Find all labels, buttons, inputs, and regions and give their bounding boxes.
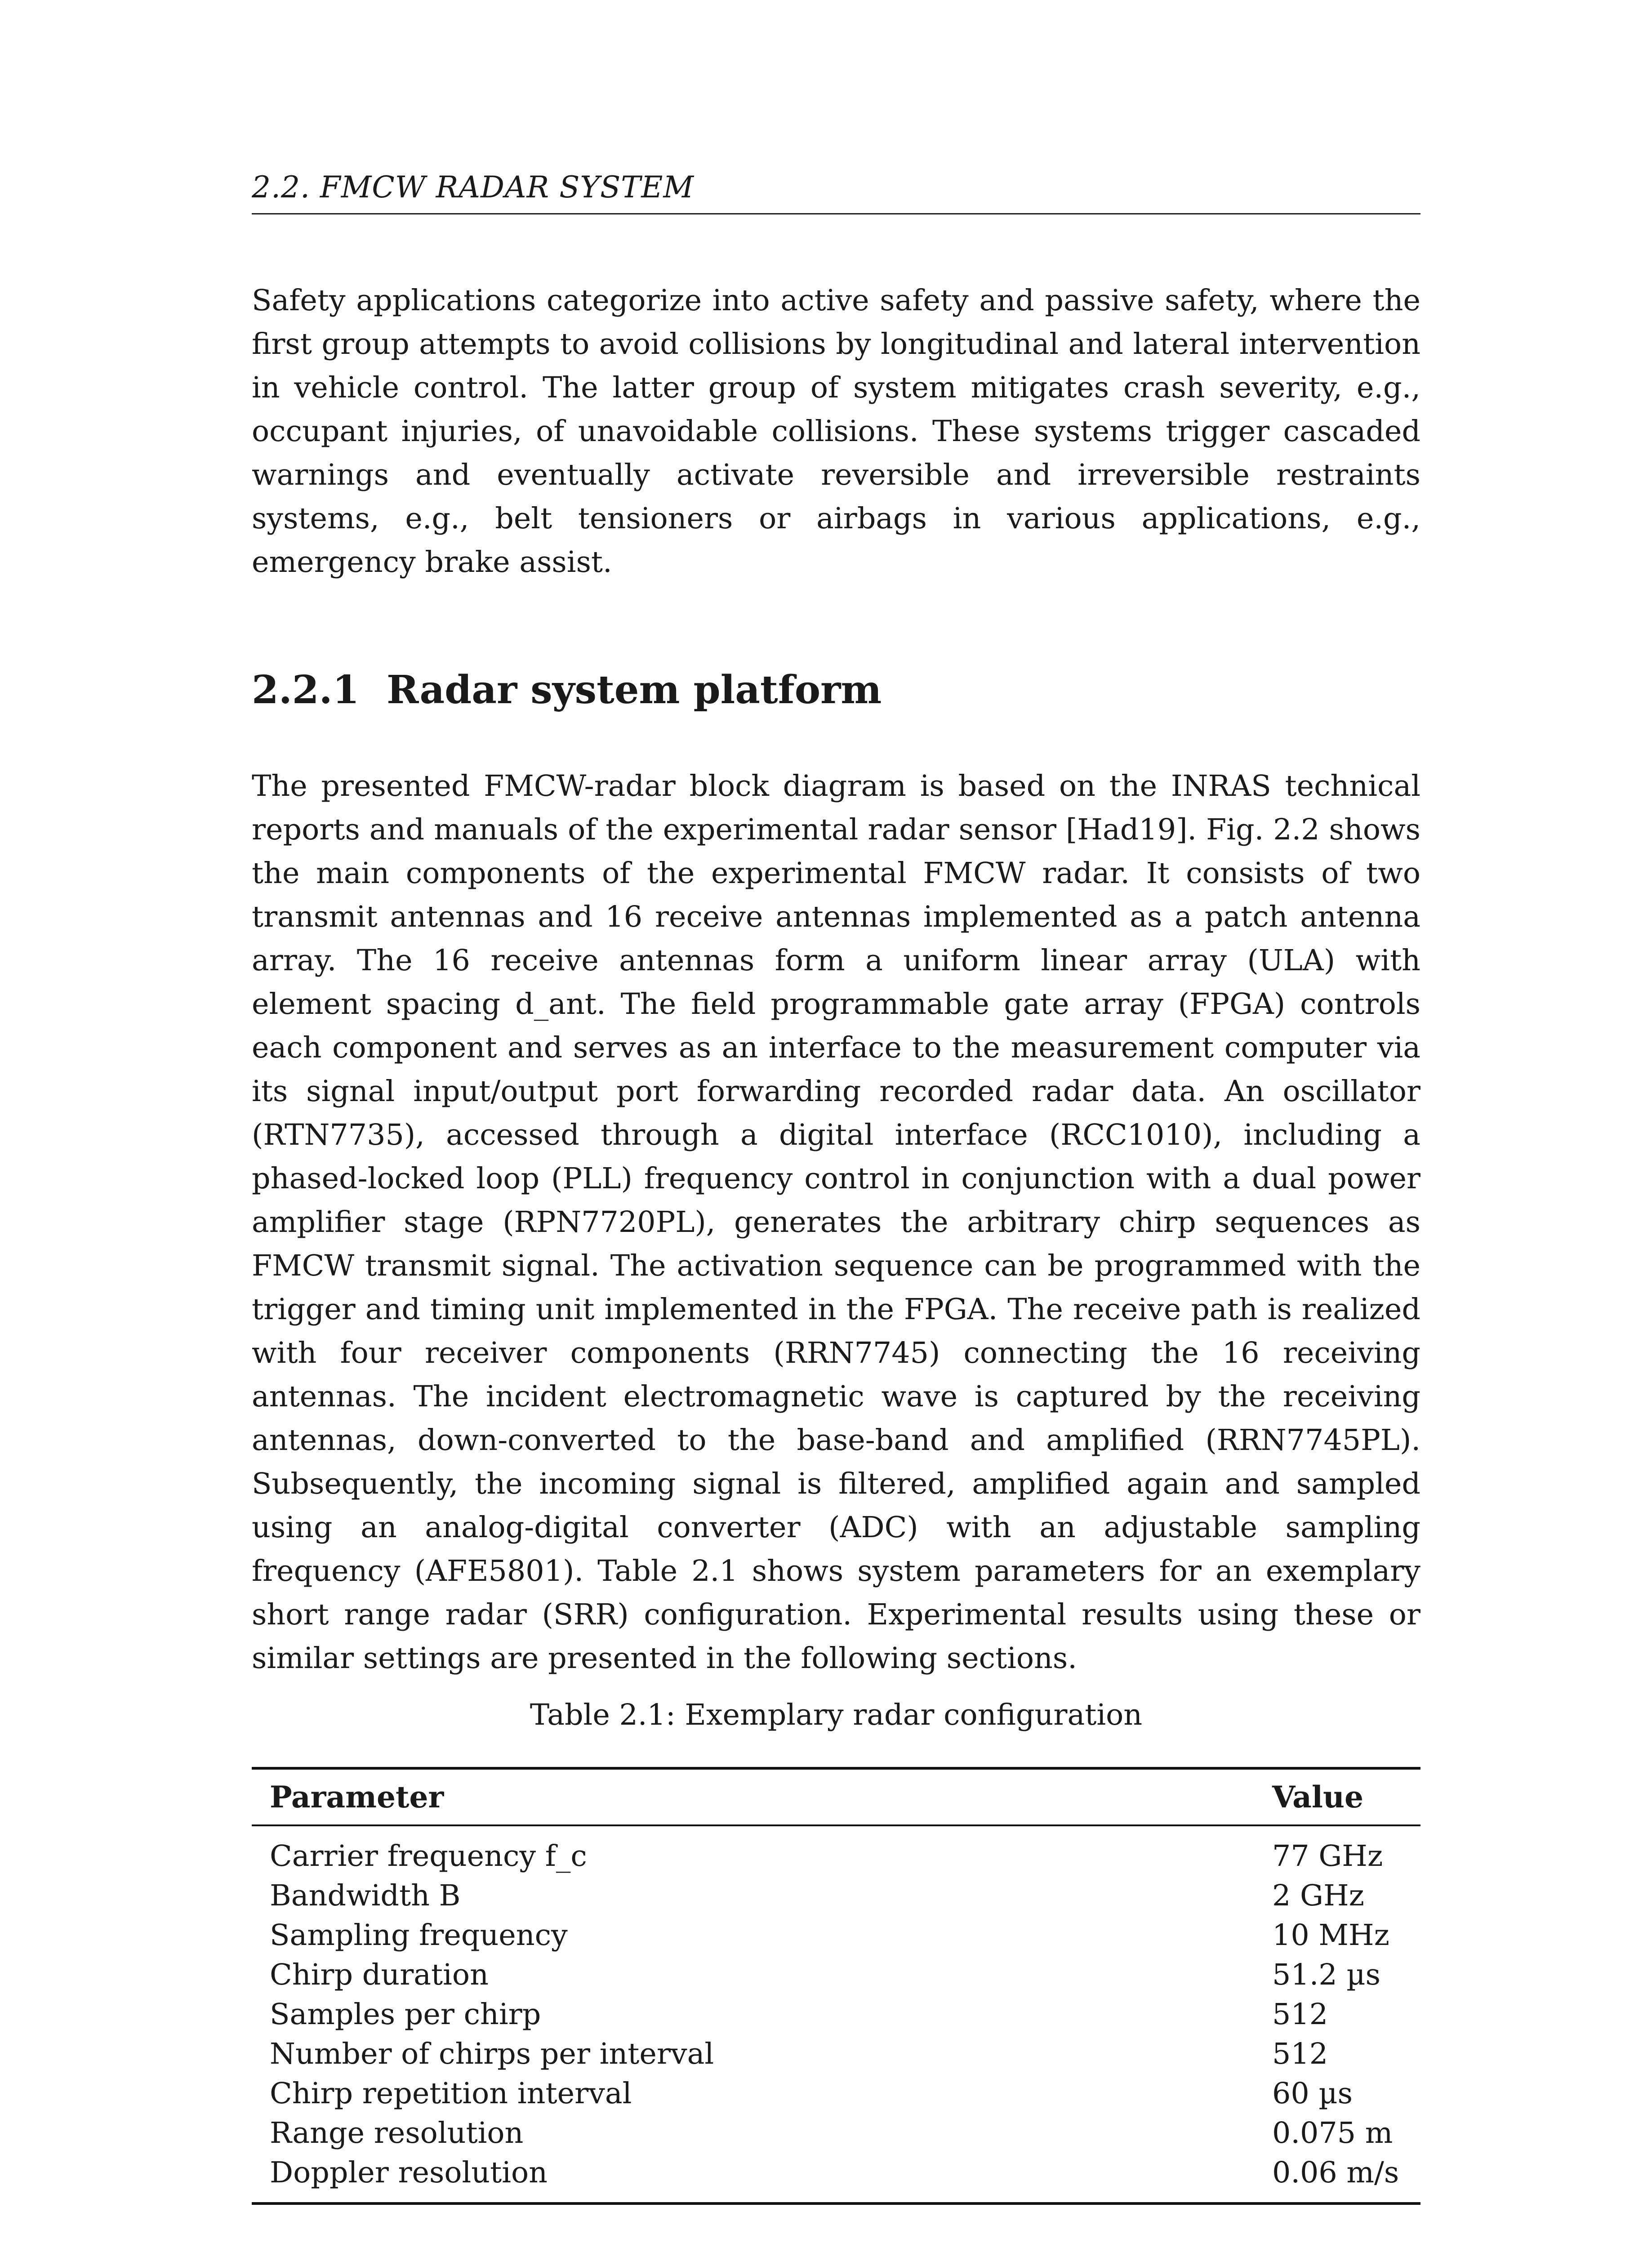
table-cell-parameter: Chirp repetition interval [270, 2076, 632, 2110]
table-cell-value: 10 MHz [1272, 1918, 1389, 1952]
table-header-parameter: Parameter [270, 1780, 444, 1815]
table-cell-value: 512 [1272, 1997, 1328, 2031]
table-cell-parameter: Number of chirps per interval [270, 2037, 714, 2071]
table-row [270, 1836, 1403, 1876]
table-cell-parameter: Sampling frequency [270, 1918, 568, 1952]
table-cell-parameter: Range resolution [270, 2116, 524, 2150]
intro-paragraph: Safety applications categorize into active safety and passive safety, where the first group attempts to avoid collisions by longitudinal and lateral intervention in vehicle control. The latter group of system mitigates crash severity, e.g., occupant injuries, of unavoidable collisions. These systems trigger cascaded warnings and eventually activate reversible and irreversible restraints systems, e.g., belt tensioners or airbags in various applications, e.g., emergency brake assist. [252, 284, 1420, 579]
table-caption: Table 2.1: Exemplary radar configuration [530, 1698, 1143, 1732]
table-cell-parameter: Bandwidth B [270, 1878, 461, 1913]
section-body-paragraph: The presented FMCW-radar block diagram is based on the INRAS technical reports and manuals of the experimental radar sensor [Had19]. Fig. 2.2 shows the main components of the experimental FMCW radar. It consists of two transmit antennas and 16 receive antennas implemented as a patch antenna array. The 16 receive antennas form a uniform linear array (ULA) with element spacing d_ant. The field programmable gate array (FPGA) controls each component and serves as an interface to the measurement computer via its signal input/output port forwarding recorded radar data. An oscillator (RTN7735), accessed through a digital interface (RCC1010), including a phased-locked loop (PLL) frequency control in conjunction with a dual power amplifier stage (RPN7720PL), generates the arbitrary chirp sequences as FMCW transmit signal. The activation sequence can be programmed with the trigger and timing unit implemented in the FPGA. The receive path is realized with four receiver components (RRN7745) connecting the 16 receiving antennas. The incident electromagnetic wave is captured by the receiving antennas, down-converted to the base-band and amplified (RRN7745PL). Subsequently, the incoming signal is filtered, amplified again and sampled using an analog-digital converter (ADC) with an adjustable sampling frequency (AFE5801). Table 2.1 shows system parameters for an exemplary short range radar (SRR) configuration. Experimental results using these or similar settings are presented in the following sections. [252, 769, 1420, 1675]
table-cell-parameter: Carrier frequency f_c [270, 1839, 587, 1873]
section-title: Radar system platform [387, 667, 882, 713]
radar-config-table [252, 1767, 1420, 2205]
table-row [270, 2113, 1403, 2153]
table-cell-value: 60 µs [1272, 2076, 1353, 2110]
table-cell-parameter: Chirp duration [270, 1958, 489, 1992]
table-row [270, 1955, 1403, 1994]
table-row [270, 2074, 1403, 2113]
table-cell-value: 51.2 µs [1272, 1958, 1380, 1992]
table-cell-value: 2 GHz [1272, 1878, 1364, 1913]
running-header [252, 167, 1420, 214]
table-row [270, 2153, 1403, 2192]
table-cell-value: 77 GHz [1272, 1839, 1383, 1873]
table-header-value: Value [1272, 1780, 1363, 1815]
table-cell-parameter: Doppler resolution [270, 2155, 548, 2190]
table-cell-value: 0.075 m [1272, 2116, 1393, 2150]
document-page [252, 0, 1420, 2248]
running-header-title: 2.2. FMCW RADAR SYSTEM [252, 170, 694, 205]
table-row [270, 1876, 1403, 1915]
table-bottom-rule [252, 2202, 1420, 2205]
table-row [270, 2034, 1403, 2074]
table-cell-parameter: Samples per chirp [270, 1997, 541, 2031]
table-cell-value: 512 [1272, 2037, 1328, 2071]
table-body [252, 1826, 1420, 2202]
table-header-row [252, 1770, 1420, 1824]
section-number: 2.2.1 [252, 667, 360, 713]
table-row [270, 1915, 1403, 1955]
table-row [270, 1994, 1403, 2034]
table-cell-value: 0.06 m/s [1272, 2155, 1399, 2190]
section-heading [252, 665, 882, 715]
